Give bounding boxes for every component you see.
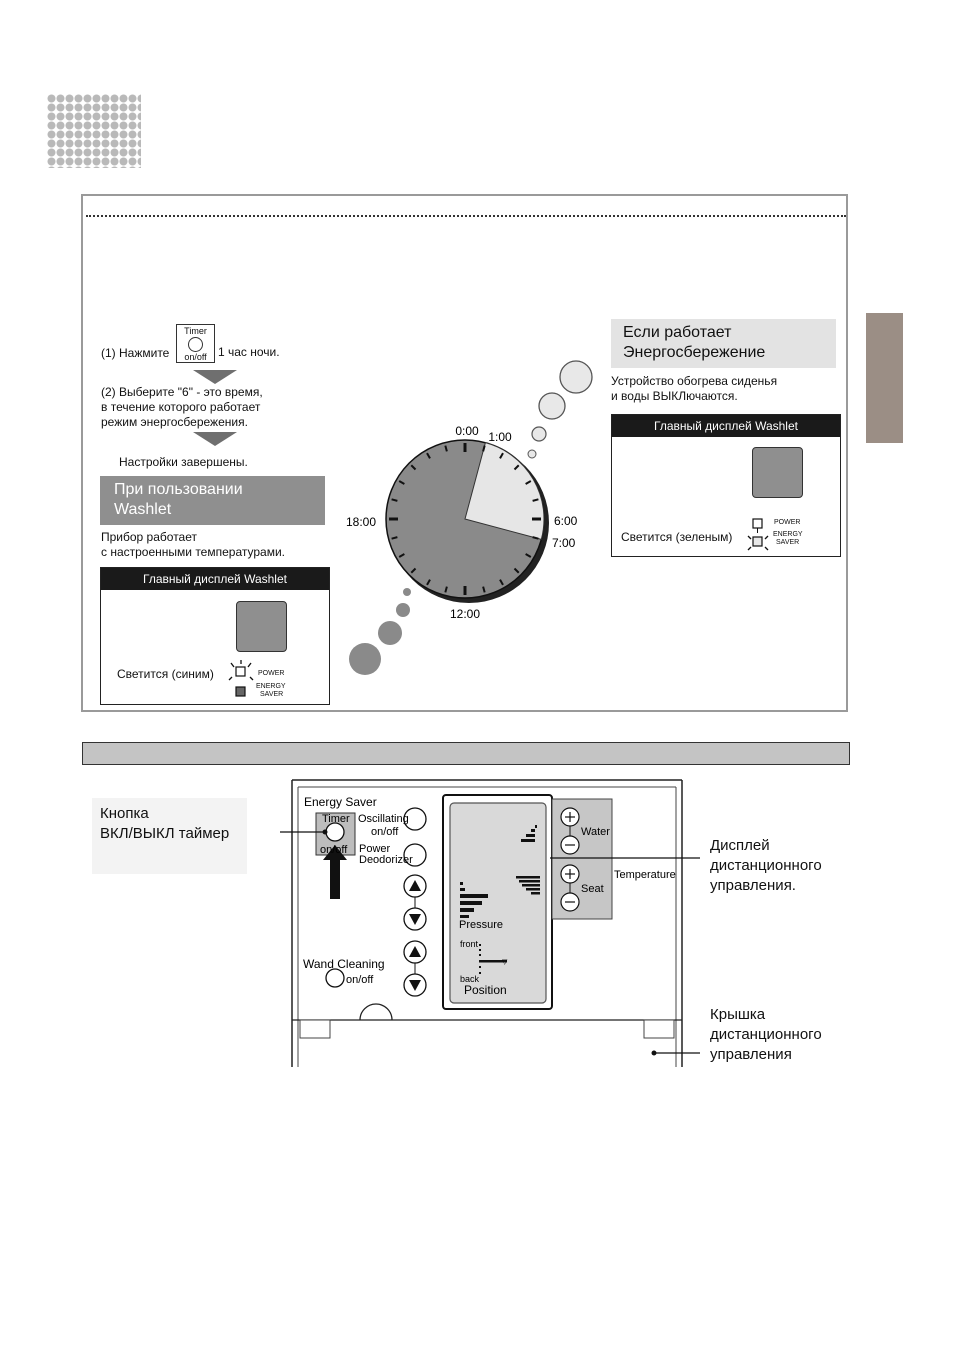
remote-pressure: Pressure (459, 919, 504, 931)
callout-cover-3: управления (710, 1046, 792, 1063)
energy-label-1: ENERGY (256, 683, 286, 690)
remote-timer-1: Timer (322, 813, 350, 825)
remote-power-1: Power (359, 843, 391, 855)
remote-energy-saver: Energy Saver (304, 795, 377, 809)
timer-clock-dial (340, 355, 610, 675)
panel-title: Главный дисплей Washlet (101, 568, 329, 590)
callout-display-3: управления. (710, 877, 796, 894)
timer-icon-label-top: Timer (184, 326, 207, 336)
timer-icon-circle (188, 337, 203, 352)
section-band (82, 742, 850, 765)
bubble (528, 450, 536, 458)
washlet-use-desc-2: с настроенными температурами. (101, 545, 285, 559)
header-dot-pattern (47, 94, 141, 168)
clock-label-0: 0:00 (455, 424, 479, 438)
energy-saving-desc-1: Устройство обогрева сиденья (611, 374, 778, 388)
bubble (378, 621, 402, 645)
clock-label-12: 12:00 (449, 607, 481, 621)
arrow-down-icon (193, 432, 237, 446)
washlet-use-title-2: Washlet (114, 501, 172, 518)
dotted-divider (86, 215, 846, 217)
callout-display-1: Дисплей (710, 837, 770, 854)
clock-label-1: 1:00 (488, 430, 512, 444)
timer-button-icon (176, 324, 215, 363)
energy-saving-title-2: Энергосбережение (623, 344, 766, 361)
bubble (560, 361, 592, 393)
callout-timer-1: Кнопка (100, 805, 149, 822)
remote-seat: Seat (581, 883, 604, 895)
remote-oscillating-1: Oscillating (358, 813, 409, 825)
energy-saving-heading (611, 319, 836, 368)
step1-suffix: 1 час ночи. (218, 345, 280, 359)
step2-line1: (2) Выберите "6" - это время, (101, 385, 263, 399)
section-side-tab (866, 313, 903, 443)
remote-power-2: Deodorizer (359, 854, 413, 866)
bubble (349, 643, 381, 675)
main-display-panel-saving (611, 414, 841, 557)
indicator-leds-icon (227, 660, 257, 700)
energy-saving-title-1: Если работает (623, 324, 732, 341)
lit-text: Светится (синим) (117, 667, 214, 681)
washlet-use-title-1: При пользовании (114, 481, 243, 498)
display-screen (752, 447, 803, 498)
bubble (403, 588, 411, 596)
step1-prefix: (1) Нажмите (101, 346, 170, 360)
washlet-use-desc-1: Прибор работает (101, 530, 197, 544)
bubble (539, 393, 565, 419)
energy-label-2: SAVER (776, 539, 800, 546)
arrow-down-icon (193, 370, 237, 384)
indicator-leds-icon (744, 514, 774, 554)
remote-oscillating-2: on/off (371, 826, 399, 838)
remote-back: back (460, 974, 480, 984)
svg-text:▽: ▽ (502, 959, 508, 966)
clock-label-18: 18:00 (346, 515, 377, 529)
remote-timer-2: on/off (320, 844, 348, 856)
remote-control-diagram (280, 775, 700, 1070)
bubble (532, 427, 546, 441)
callout-cover-2: дистанционного (710, 1026, 822, 1043)
callout-timer-2: ВКЛ/ВЫКЛ таймер (100, 825, 230, 842)
energy-label-1: ENERGY (773, 531, 803, 538)
step2-line2: в течение которого работает (101, 400, 261, 414)
energy-saving-desc-2: и воды ВЫКЛючаются. (611, 389, 738, 403)
remote-position: Position (464, 983, 507, 997)
power-label: POWER (258, 670, 285, 677)
washlet-use-heading (100, 476, 325, 525)
bubble (396, 603, 410, 617)
clock-label-6: 6:00 (554, 514, 578, 528)
power-label: POWER (774, 519, 801, 526)
remote-wand-2: on/off (346, 974, 374, 986)
remote-front: front (460, 939, 479, 949)
energy-label-2: SAVER (260, 691, 284, 698)
clock-label-7: 7:00 (552, 536, 576, 550)
main-display-panel-use (100, 567, 330, 705)
display-screen (236, 601, 287, 652)
remote-temperature: Temperature (614, 869, 676, 881)
remote-wand-1: Wand Cleaning (303, 957, 385, 971)
lit-text: Светится (зеленым) (621, 530, 733, 544)
step2-line3: режим энергосбережения. (101, 415, 248, 429)
timer-icon-label-bottom: on/off (184, 352, 207, 362)
callout-display-2: дистанционного (710, 857, 822, 874)
settings-done: Настройки завершены. (119, 455, 248, 469)
panel-title: Главный дисплей Washlet (612, 415, 840, 437)
remote-water: Water (581, 826, 610, 838)
callout-cover-1: Крышка (710, 1006, 766, 1023)
